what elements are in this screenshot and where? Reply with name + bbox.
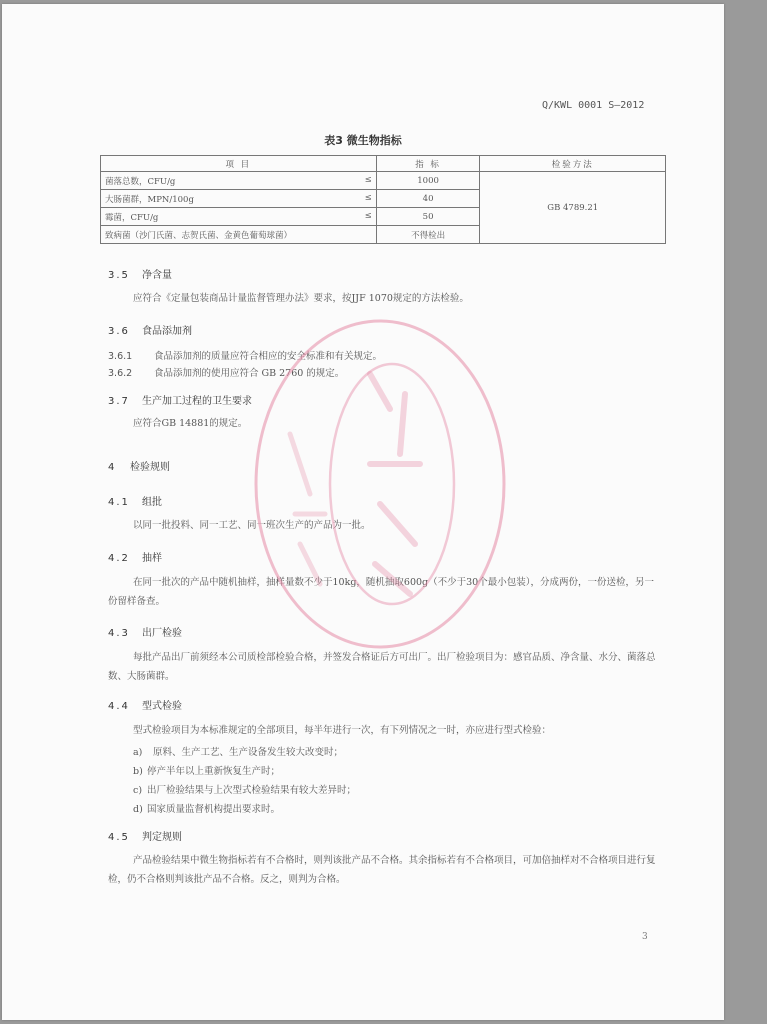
section-4-heading: 4 检验规则 xyxy=(108,462,170,473)
row-item: 大肠菌群，MPN/100g ≤ xyxy=(101,190,377,208)
section-4-4-item-c: c) 出厂检验结果与上次型式检验结果有较大差异时； xyxy=(133,785,357,796)
section-4-4-intro: 型式检验项目为本标准规定的全部项目，每半年进行一次，有下列情况之一时，亦应进行型式检验： xyxy=(133,725,552,736)
table-title: 表3 微生物指标 xyxy=(324,134,402,147)
document-page xyxy=(2,4,724,1020)
section-4-4-item-b: b) 停产半年以上重新恢复生产时； xyxy=(133,766,281,777)
row-item: 致病菌（沙门氏菌、志贺氏菌、金黄色葡萄球菌） xyxy=(101,226,377,244)
section-4-3-heading: 4.3 出厂检验 xyxy=(108,628,182,639)
section-4-2-heading: 4.2 抽样 xyxy=(108,553,162,564)
section-4-2-body: 在同一批次的产品中随机抽样，抽样量数不少于10kg，随机抽取600g（不少于30个最小包装），分成两份，一份送检，另一份留样备查。 xyxy=(108,577,654,607)
section-4-5-body: 产品检验结果中微生物指标若有不合格时，则判该批产品不合格。其余指标若有不合格项目，可加倍抽样对不合格项目进行复检，仍不合格则判该批产品不合格。反之，则判为合格。 xyxy=(108,855,656,885)
seal-inner-ring xyxy=(330,364,454,604)
row-value: 1000 xyxy=(376,172,480,190)
section-4-4-item-a: a) 原料、生产工艺、生产设备发生较大改变时； xyxy=(133,747,344,758)
section-3-6-1: 3.6.1 食品添加剂的质量应符合相应的安全标准和有关规定。 xyxy=(108,351,383,362)
header-item: 项 目 xyxy=(101,156,377,172)
section-3-7-body: 应符合GB 14881的规定。 xyxy=(133,418,248,429)
table-header-row xyxy=(101,156,666,172)
microbiological-table xyxy=(100,155,666,244)
row-item: 菌落总数，CFU/g ≤ xyxy=(101,172,377,190)
section-4-1-heading: 4.1 组批 xyxy=(108,497,162,508)
seal-outer-ring xyxy=(256,321,504,647)
section-4-1-body: 以同一批投料、同一工艺、同一班次生产的产品为一批。 xyxy=(133,520,371,531)
header-method: 检验方法 xyxy=(480,156,666,172)
test-method: GB 4789.21 xyxy=(480,172,666,244)
section-3-6-heading: 3.6 食品添加剂 xyxy=(108,326,192,337)
seal-mark xyxy=(290,434,325,584)
section-4-4-heading: 4.4 型式检验 xyxy=(108,701,182,712)
section-4-5-heading: 4.5 判定规则 xyxy=(108,832,182,843)
table-row xyxy=(101,172,666,190)
section-4-3-body: 每批产品出厂前须经本公司质检部检验合格，并签发合格证后方可出厂。出厂检验项目为：感官品质、净含量、水分、菌落总数、大肠菌群。 xyxy=(108,652,656,682)
header-index: 指 标 xyxy=(376,156,480,172)
section-4-4-item-d: d) 国家质量监督机构提出要求时。 xyxy=(133,804,281,815)
company-seal-stamp xyxy=(250,314,510,654)
page-number: 3 xyxy=(642,932,648,942)
section-3-6-2: 3.6.2 食品添加剂的使用应符合 GB 2760 的规定。 xyxy=(108,368,345,379)
section-3-5-heading: 3.5 净含量 xyxy=(108,270,172,281)
standard-code: Q/KWL 0001 S—2012 xyxy=(542,100,645,111)
row-value: 40 xyxy=(376,190,480,208)
seal-mark xyxy=(370,374,420,594)
row-value: 不得检出 xyxy=(376,226,480,244)
section-3-7-heading: 3.7 生产加工过程的卫生要求 xyxy=(108,396,252,407)
row-item: 霉菌，CFU/g ≤ xyxy=(101,208,377,226)
section-3-5-body: 应符合《定量包装商品计量监督管理办法》要求，按JJF 1070规定的方法检验。 xyxy=(133,293,469,304)
row-value: 50 xyxy=(376,208,480,226)
